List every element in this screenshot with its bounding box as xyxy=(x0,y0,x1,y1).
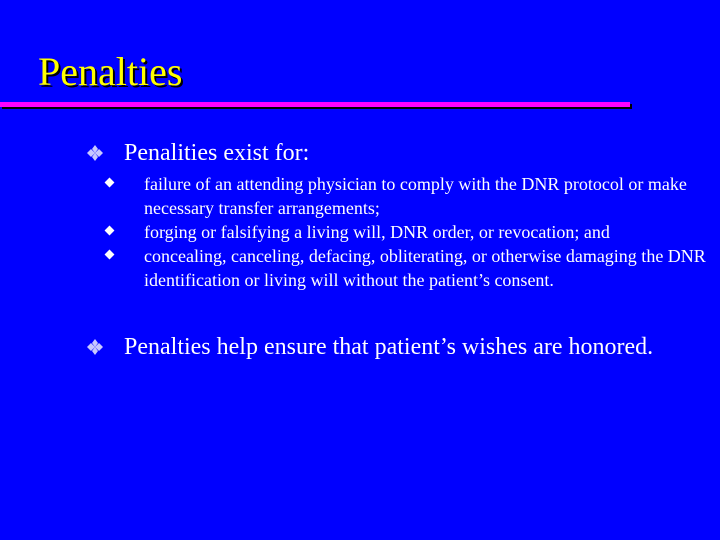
sub-bullet-item xyxy=(106,172,706,220)
diamond-cluster-icon xyxy=(87,339,103,355)
sub-bullet-text: concealing, canceling, defacing, obliterating, or otherwise damaging the DNR identification or living will without the patient’s consent. xyxy=(144,246,706,290)
sub-bullet-item xyxy=(106,244,706,292)
bullet-text: Penalities exist for: xyxy=(124,140,310,166)
bullet-item xyxy=(87,334,653,360)
bullet-text: Penalties help ensure that patient’s wishes are honored. xyxy=(124,334,654,360)
small-diamond-icon xyxy=(106,172,144,196)
title-underline xyxy=(0,102,630,107)
sub-bullet-item xyxy=(106,220,706,244)
small-diamond-icon xyxy=(106,244,144,268)
diamond-cluster-icon xyxy=(87,145,103,161)
sub-bullet-list xyxy=(106,172,706,292)
sub-bullet-text: forging or falsifying a living will, DNR order, or revocation; and xyxy=(144,222,610,242)
bullet-item xyxy=(87,140,309,166)
slide-title: Penalties xyxy=(38,49,183,94)
sub-bullet-text: failure of an attending physician to comply with the DNR protocol or make necessary transfer arrangements; xyxy=(144,174,687,218)
small-diamond-icon xyxy=(106,220,144,244)
